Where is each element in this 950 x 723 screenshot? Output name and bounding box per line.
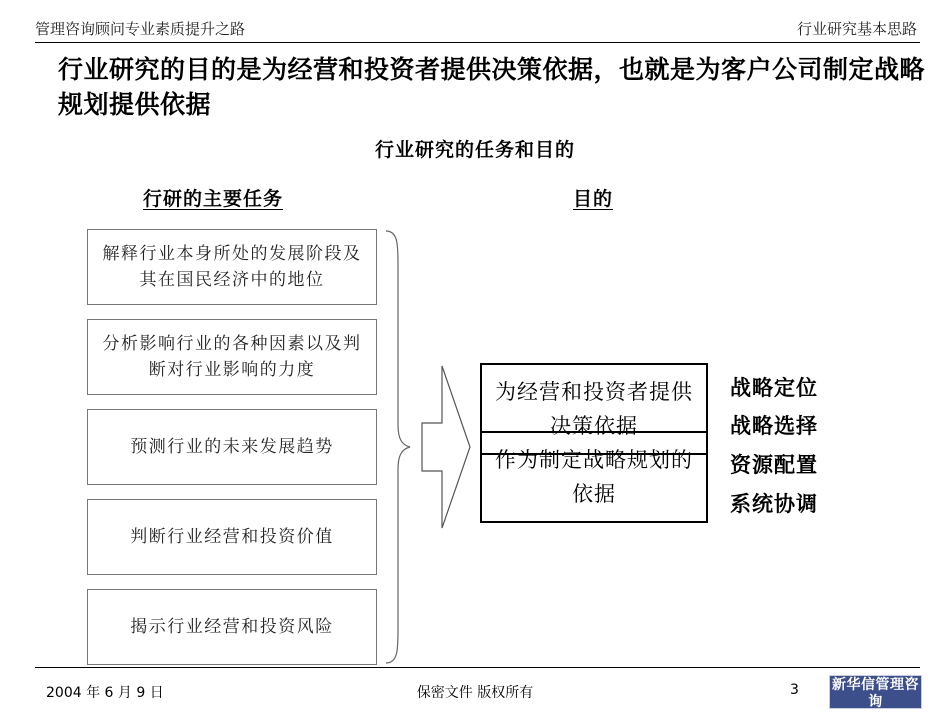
purpose-box-1: 为经营和投资者提供决策依据 [480,363,708,455]
goal-system-coordination: 系统协调 [730,492,818,516]
block-arrow [422,366,470,528]
logo-cn-text: 新华信管理咨询 [832,677,919,710]
footer-divider [35,667,920,668]
footer-date: 2004 年 6 月 9 日 [46,685,164,701]
task-box-2: 分析影响行业的各种因素以及判断对行业影响的力度 [87,319,377,395]
page-title: 行业研究的目的是为经营和投资者提供决策依据，也就是为客户公司制定战略规划提供依据 [58,55,926,119]
tasks-heading: 行研的主要任务 [143,188,284,210]
right-brace [386,231,410,663]
brace-arrow-graphic [380,225,480,670]
header-divider [35,42,920,43]
task-box-1: 解释行业本身所处的发展阶段及其在国民经济中的地位 [87,229,377,305]
purpose-box-2: 作为制定战略规划的依据 [480,431,708,523]
diagram-subtitle: 行业研究的任务和目的 [374,139,575,161]
sinotrust-logo [829,675,922,722]
task-box-3: 预测行业的未来发展趋势 [87,409,377,485]
header-left-text: 管理咨询顾问专业素质提升之路 [35,20,246,38]
goal-strategic-positioning: 战略定位 [730,376,818,400]
footer-confidential: 保密文件 版权所有 [416,685,534,701]
page-number: 3 [790,682,799,698]
task-box-5: 揭示行业经营和投资风险 [87,589,377,665]
goal-resource-allocation: 资源配置 [730,453,818,477]
header-right-text: 行业研究基本思路 [796,20,917,38]
purpose-heading: 目的 [573,188,614,210]
task-box-4: 判断行业经营和投资价值 [87,499,377,575]
goal-strategic-choice: 战略选择 [730,414,818,438]
logo-en-text: SINOTRUST [837,712,914,722]
